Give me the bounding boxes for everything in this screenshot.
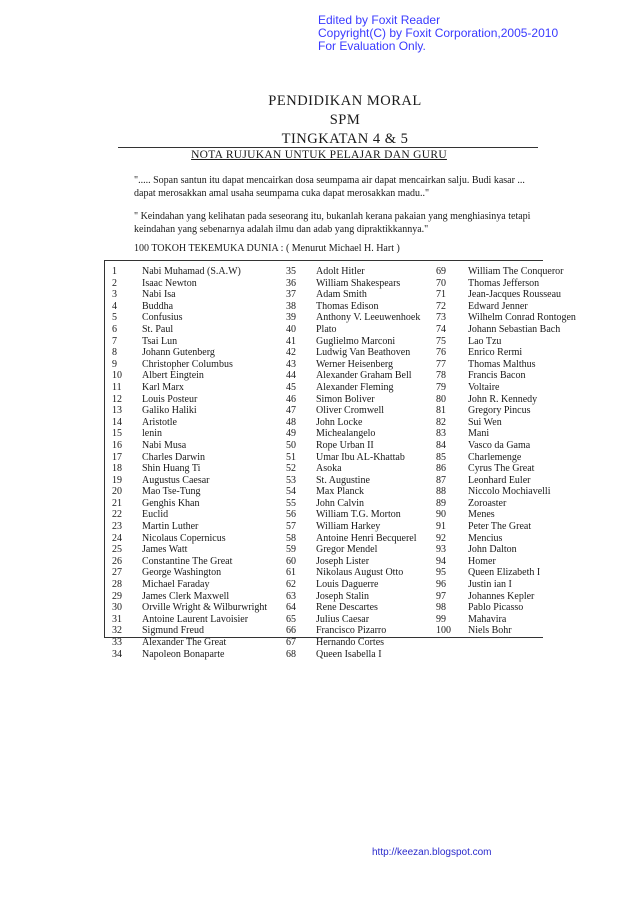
row-number: 98 — [436, 602, 446, 614]
figure-name: Napoleon Bonaparte — [142, 648, 225, 660]
row-number: 56 — [286, 509, 296, 521]
quote-sopan-santun — [134, 174, 554, 200]
figure-name: Gregory Pincus — [468, 405, 531, 417]
row-number: 34 — [112, 648, 122, 660]
row-number: 72 — [436, 300, 446, 312]
figure-name: Galiko Haliki — [142, 405, 197, 417]
row-number: 39 — [286, 312, 296, 324]
row-number: 90 — [436, 509, 446, 521]
row-number: 42 — [286, 347, 296, 359]
row-number: 5 — [112, 312, 117, 324]
row-number: 29 — [112, 590, 122, 602]
figure-name: Oliver Cromwell — [316, 405, 385, 417]
row-number: 71 — [436, 289, 446, 301]
figure-name: Charlemenge — [468, 451, 522, 463]
row-number: 63 — [286, 590, 296, 602]
figure-name: William Harkey — [316, 521, 381, 533]
figure-name: Antoine Laurent Lavoisier — [142, 613, 249, 625]
row-number: 38 — [286, 300, 296, 312]
figure-name: Rene Descartes — [316, 602, 378, 614]
row-number: 81 — [436, 405, 446, 417]
row-number: 78 — [436, 370, 446, 382]
row-number: 52 — [286, 463, 296, 475]
figure-name: John R. Kennedy — [468, 393, 538, 405]
figure-name: Nikolaus August Otto — [316, 567, 404, 579]
figure-name: Albert Eingtein — [142, 370, 204, 382]
figure-name: Louis Daguerre — [316, 579, 379, 591]
figure-name: William The Conqueror — [468, 266, 564, 277]
row-number: 15 — [112, 428, 122, 440]
figure-name: Julius Caesar — [316, 613, 370, 625]
figure-name: Simon Boliver — [316, 393, 375, 405]
figure-name: Thomas Edison — [316, 300, 379, 312]
row-number: 86 — [436, 463, 446, 475]
row-number: 18 — [112, 463, 122, 475]
figure-name: Adam Smith — [316, 289, 367, 301]
figure-name: James Watt — [142, 544, 188, 556]
figure-name: Peter The Great — [468, 521, 532, 533]
row-number: 49 — [286, 428, 296, 440]
row-number: 43 — [286, 358, 296, 370]
figure-name: Nabi Isa — [142, 289, 176, 301]
row-number: 97 — [436, 590, 446, 602]
row-number: 8 — [112, 347, 117, 359]
row-number: 58 — [286, 532, 296, 544]
figure-name: Gregor Mendel — [316, 544, 378, 556]
document-level: TINGKATAN 4 & 5 — [281, 131, 409, 147]
row-number: 41 — [286, 335, 296, 347]
figure-name: Nicolaus Copernicus — [142, 532, 226, 544]
row-number: 96 — [436, 579, 446, 591]
figure-name: Joseph Stalin — [316, 590, 370, 602]
figure-name: Hernando Cortes — [316, 637, 385, 648]
row-number: 14 — [112, 416, 122, 428]
row-number: 77 — [436, 358, 446, 370]
row-number: 83 — [436, 428, 446, 440]
row-number: 19 — [112, 474, 122, 486]
figure-name: Antoine Henri Becquerel — [316, 532, 417, 544]
document-title-block — [220, 92, 470, 149]
figure-name: John Dalton — [468, 544, 517, 556]
figure-name: Wilhelm Conrad Rontogen — [468, 312, 576, 324]
row-number: 13 — [112, 405, 122, 417]
row-number: 7 — [112, 335, 117, 347]
header-divider — [118, 147, 538, 148]
row-number: 70 — [436, 277, 446, 289]
figure-name: Michael Faraday — [142, 579, 210, 591]
row-number: 16 — [112, 439, 122, 451]
figure-name: Christopher Columbus — [142, 358, 233, 370]
figure-name: Thomas Jefferson — [468, 277, 540, 289]
figure-name: Enrico Rermi — [468, 347, 523, 359]
row-number: 50 — [286, 439, 296, 451]
row-number: 89 — [436, 497, 446, 509]
figure-name: Isaac Newton — [142, 277, 197, 289]
figure-name: Vasco da Gama — [468, 439, 531, 451]
row-number: 53 — [286, 474, 296, 486]
figure-name: Mencius — [468, 532, 503, 544]
row-number: 94 — [436, 555, 446, 567]
row-number: 61 — [286, 567, 296, 579]
figure-name: Sui Wen — [468, 416, 502, 428]
figure-name: John Locke — [316, 416, 363, 428]
quote-line: dapat merosakkan amal usaha seumpama cuka dapat merosakkan madu.." — [134, 188, 430, 199]
row-number: 93 — [436, 544, 446, 556]
figure-name: Constantine The Great — [142, 555, 233, 567]
figure-name: Cyrus The Great — [468, 463, 535, 475]
row-number: 76 — [436, 347, 446, 359]
row-number: 28 — [112, 579, 122, 591]
row-number: 36 — [286, 277, 296, 289]
row-number: 45 — [286, 381, 296, 393]
figure-name: Alexander Fleming — [316, 381, 394, 393]
figure-name: Charles Darwin — [142, 451, 206, 463]
figure-name: John Calvin — [316, 497, 365, 509]
foxit-watermark — [318, 14, 558, 53]
row-number: 10 — [112, 370, 122, 382]
figure-name: Euclid — [142, 509, 169, 521]
row-number: 33 — [112, 637, 122, 648]
row-number: 57 — [286, 521, 296, 533]
row-number: 35 — [286, 266, 296, 277]
row-number: 74 — [436, 323, 446, 335]
figure-name: Karl Marx — [142, 381, 184, 393]
figure-name: Michealangelo — [316, 428, 376, 440]
figure-name: Johann Sebastian Bach — [468, 323, 561, 335]
figure-name: Adolt Hitler — [316, 266, 365, 277]
row-number: 48 — [286, 416, 296, 428]
figure-name: Edward Jenner — [468, 300, 528, 312]
row-number: 30 — [112, 602, 122, 614]
figure-name: Orville Wright & Wilburwright — [142, 602, 268, 614]
figure-name: Zoroaster — [468, 497, 507, 509]
watermark-line: For Evaluation Only. — [318, 39, 426, 53]
row-number: 3 — [112, 289, 117, 301]
row-number: 67 — [286, 637, 296, 648]
row-number: 32 — [112, 625, 122, 637]
figure-name: Mani — [468, 428, 490, 440]
row-number: 60 — [286, 555, 296, 567]
row-number: 65 — [286, 613, 296, 625]
figure-name: Asoka — [316, 463, 342, 475]
watermark-line: Edited by Foxit Reader — [318, 13, 441, 27]
figure-name: Johann Gutenberg — [142, 347, 215, 359]
row-number: 100 — [436, 625, 451, 637]
row-number: 79 — [436, 381, 446, 393]
list-heading: 100 TOKOH TEKEMUKA DUNIA : ( Menurut Michael H. Hart ) — [134, 243, 400, 254]
figure-name: William T.G. Morton — [316, 509, 401, 521]
row-number: 62 — [286, 579, 296, 591]
row-number: 73 — [436, 312, 446, 324]
figure-name: Homer — [468, 555, 496, 567]
figure-name: Justin ian I — [468, 579, 512, 591]
row-number: 25 — [112, 544, 122, 556]
figure-name: Leonhard Euler — [468, 474, 531, 486]
watermark-line: Copyright(C) by Foxit Corporation,2005-2010 — [318, 26, 559, 40]
row-number: 24 — [112, 532, 122, 544]
row-number: 95 — [436, 567, 446, 579]
row-number: 37 — [286, 289, 296, 301]
figure-name: Queen Isabella I — [316, 648, 382, 660]
row-number: 54 — [286, 486, 296, 498]
figure-name: Mahavira — [468, 613, 507, 625]
figure-name: Genghis Khan — [142, 497, 200, 509]
figure-name: Queen Elizabeth I — [468, 567, 541, 579]
quote-line: " Keindahan yang kelihatan pada seseorang itu, bukanlah kerana pakaian yang menghiasinya tetapi — [134, 211, 531, 222]
row-number: 22 — [112, 509, 122, 521]
row-number: 82 — [436, 416, 446, 428]
figure-name: Voltaire — [468, 381, 500, 393]
quote-keindahan — [134, 210, 554, 236]
row-number: 23 — [112, 521, 122, 533]
figure-name: Pablo Picasso — [468, 602, 524, 614]
document-subject: SPM — [329, 112, 361, 128]
row-number: 21 — [112, 497, 122, 509]
figure-name: Max Planck — [316, 486, 365, 498]
figure-name: Buddha — [142, 300, 174, 312]
row-number: 2 — [112, 277, 117, 289]
row-number: 91 — [436, 521, 446, 533]
row-number: 88 — [436, 486, 446, 498]
figure-name: Alexander The Great — [142, 637, 227, 648]
row-number: 20 — [112, 486, 122, 498]
quote-line: keindahan yang sebenarnya adalah ilmu dan adab yang dipraktikkannya." — [134, 224, 429, 235]
row-number: 4 — [112, 300, 117, 312]
figure-name: Lao Tzu — [468, 335, 502, 347]
figure-name: Rope Urban II — [316, 439, 374, 451]
figure-name: Martin Luther — [142, 521, 199, 533]
row-number: 17 — [112, 451, 122, 463]
figure-name: lenin — [142, 428, 162, 440]
row-number: 9 — [112, 358, 117, 370]
figure-name: Thomas Malthus — [468, 358, 536, 370]
document-title: PENDIDIKAN MORAL — [268, 93, 422, 109]
figure-name: Ludwig Van Beathoven — [316, 347, 411, 359]
row-number: 40 — [286, 323, 296, 335]
figure-name: Umar Ibu AL-Khattab — [316, 451, 405, 463]
figure-name: Louis Posteur — [142, 393, 198, 405]
row-number: 75 — [436, 335, 446, 347]
figure-name: Francisco Pizarro — [316, 625, 387, 637]
figure-name: Aristotle — [142, 416, 177, 428]
figure-name: Werner Heisenberg — [316, 358, 394, 370]
row-number: 47 — [286, 405, 296, 417]
figure-name: Sigmund Freud — [142, 625, 204, 637]
figure-name: Tsai Lun — [142, 335, 178, 347]
figure-name: Mao Tse-Tung — [142, 486, 201, 498]
quote-line: "..... Sopan santun itu dapat mencairkan dosa seumpama air dapat mencairkan salju. Budi kasar ... — [134, 175, 525, 186]
figure-name: Joseph Lister — [316, 555, 370, 567]
figure-name: Francis Bacon — [468, 370, 526, 382]
figure-name: Menes — [468, 509, 495, 521]
row-number: 87 — [436, 474, 446, 486]
figure-name: George Washington — [142, 567, 222, 579]
footer-url: http://keezan.blogspot.com — [372, 847, 492, 858]
row-number: 26 — [112, 555, 122, 567]
figure-name: Alexander Graham Bell — [316, 370, 412, 382]
figure-name: Confusius — [142, 312, 183, 324]
row-number: 84 — [436, 439, 446, 451]
figure-name: Shin Huang Ti — [142, 463, 201, 475]
row-number: 66 — [286, 625, 296, 637]
row-number: 44 — [286, 370, 296, 382]
figure-name: Augustus Caesar — [142, 474, 210, 486]
figure-name: Johannes Kepler — [468, 590, 535, 602]
row-number: 55 — [286, 497, 296, 509]
figure-name: James Clerk Maxwell — [142, 590, 230, 602]
row-number: 99 — [436, 613, 446, 625]
row-number: 85 — [436, 451, 446, 463]
row-number: 27 — [112, 567, 122, 579]
row-number: 31 — [112, 613, 122, 625]
figure-name: Niccolo Mochiavelli — [468, 486, 551, 498]
row-number: 11 — [112, 381, 122, 393]
figure-name: Nabi Musa — [142, 439, 187, 451]
row-number: 92 — [436, 532, 446, 544]
row-number: 46 — [286, 393, 296, 405]
figure-name: Jean-Jacques Rousseau — [468, 289, 562, 301]
figure-name: Anthony V. Leeuwenhoek — [316, 312, 421, 324]
row-number: 68 — [286, 648, 296, 660]
figure-name: William Shakespears — [316, 277, 401, 289]
row-number: 1 — [112, 266, 117, 277]
figure-name: St. Augustine — [316, 474, 370, 486]
row-number: 80 — [436, 393, 446, 405]
row-number: 69 — [436, 266, 446, 277]
figure-name: Niels Bohr — [468, 625, 512, 637]
document-subtitle: NOTA RUJUKAN UNTUK PELAJAR DAN GURU — [191, 149, 447, 161]
row-number: 64 — [286, 602, 296, 614]
figure-name: Nabi Muhamad (S.A.W) — [142, 266, 241, 277]
row-number: 59 — [286, 544, 296, 556]
row-number: 6 — [112, 323, 117, 335]
figure-name: Plato — [316, 323, 337, 335]
row-number: 51 — [286, 451, 296, 463]
figure-name: St. Paul — [142, 323, 174, 335]
row-number: 12 — [112, 393, 122, 405]
figure-name: Guglielmo Marconi — [316, 335, 396, 347]
